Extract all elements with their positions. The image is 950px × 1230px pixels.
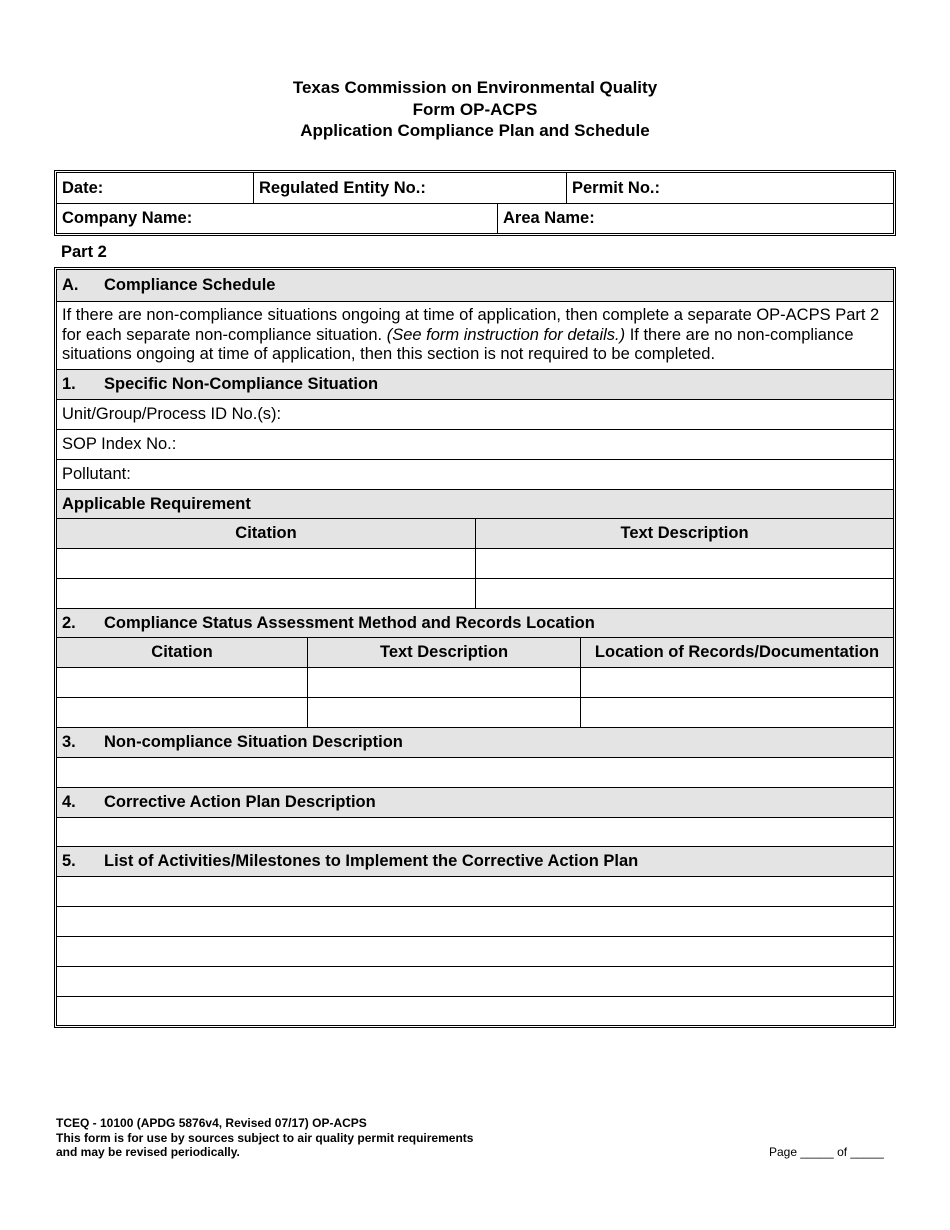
table-row [57,578,893,608]
citation-cell[interactable] [57,668,307,697]
part-label: Part 2 [61,243,107,261]
section-3-header [57,727,893,757]
section-1-title: Specific Non-Compliance Situation [104,375,379,393]
footer-notice-2: and may be revised periodically. [56,1145,240,1159]
pollutant-field[interactable] [57,459,893,489]
date-field[interactable] [57,173,253,203]
section-a-header [57,270,893,301]
instructions-text-2: If there are no non-compliance situations ongoing at time of application, then this section is not required to be completed. [62,325,854,364]
citation-column-header: Citation [151,643,213,661]
regulated-entity-field[interactable] [253,173,566,203]
section-1-header [57,369,893,399]
agency-name: Texas Commission on Environmental Quality [292,78,658,97]
citation-column-header: Citation [235,524,297,542]
company-name-field[interactable] [57,204,497,233]
company-name-label: Company Name: [62,209,193,227]
milestone-row[interactable] [57,906,893,936]
form-number: Form OP-ACPS [412,99,538,119]
section-1-number: 1. [62,375,76,393]
sop-index-field[interactable] [57,429,893,459]
unit-id-field[interactable] [57,399,893,429]
requirement-column-headers [57,518,893,548]
milestone-row[interactable] [57,966,893,996]
area-name-field[interactable] [497,204,893,233]
unit-id-label: Unit/Group/Process ID No.(s): [62,405,282,423]
section-4-header [57,787,893,817]
location-cell[interactable] [580,698,893,727]
section-3-title: Non-compliance Situation Description [104,733,403,751]
milestone-row[interactable] [57,876,893,906]
text-description-column-header: Text Description [620,524,749,542]
id-row-2 [57,203,893,233]
form-header [0,77,950,142]
location-cell[interactable] [580,668,893,697]
section-5-title: List of Activities/Milestones to Implement the Corrective Action Plan [104,852,639,870]
applicable-requirement-header [57,489,893,518]
section-5-number: 5. [62,852,76,870]
section-2-header [57,608,893,637]
section-4-title: Corrective Action Plan Description [104,793,376,811]
text-description-cell[interactable] [307,698,580,727]
milestone-row[interactable] [57,996,893,1025]
table-row [57,667,893,697]
location-column-header: Location of Records/Documentation [594,643,880,661]
id-row-1 [57,173,893,203]
corrective-action-field[interactable] [57,817,893,846]
situation-description-field[interactable] [57,757,893,787]
assessment-column-headers [57,637,893,667]
compliance-schedule-table [54,267,896,1028]
section-a-instructions [57,301,893,369]
regulated-entity-label: Regulated Entity No.: [259,178,426,197]
text-description-cell[interactable] [475,549,893,578]
citation-cell[interactable] [57,698,307,727]
section-5-header [57,846,893,876]
form-title: Application Compliance Plan and Schedule [300,121,650,140]
citation-cell[interactable] [57,579,475,608]
instructions-italic: (See form instruction for details.) [386,325,626,344]
text-description-cell[interactable] [307,668,580,697]
pollutant-label: Pollutant: [62,465,131,483]
section-2-number: 2. [62,613,76,632]
permit-field[interactable] [566,173,893,203]
identification-table [54,170,896,236]
table-row [57,697,893,727]
section-2-title: Compliance Status Assessment Method and Records Location [104,613,595,632]
area-name-label: Area Name: [503,209,595,227]
text-description-cell[interactable] [475,579,893,608]
milestone-row[interactable] [57,936,893,966]
citation-cell[interactable] [57,549,475,578]
section-a-title: Compliance Schedule [104,276,276,294]
form-revision: TCEQ - 10100 (APDG 5876v4, Revised 07/17) OP-ACPS [56,1116,367,1130]
applicable-requirement-label: Applicable Requirement [62,494,251,513]
permit-label: Permit No.: [572,178,661,197]
page-number: Page _____ of _____ [769,1145,884,1159]
section-a-letter: A. [62,276,79,294]
footer-notice-1: This form is for use by sources subject to air quality permit requirements [56,1130,474,1145]
instructions-text-1: If there are non-compliance situations ongoing at time of application, then complete a separate OP-ACPS Part 2 for each separate non-compliance situation. [62,306,880,344]
table-row [57,548,893,578]
form-footer [56,1116,473,1160]
section-4-number: 4. [62,793,76,811]
text-description-column-header: Text Description [379,643,509,661]
section-3-number: 3. [62,733,76,751]
sop-index-label: SOP Index No.: [62,435,177,453]
date-label: Date: [62,178,104,197]
